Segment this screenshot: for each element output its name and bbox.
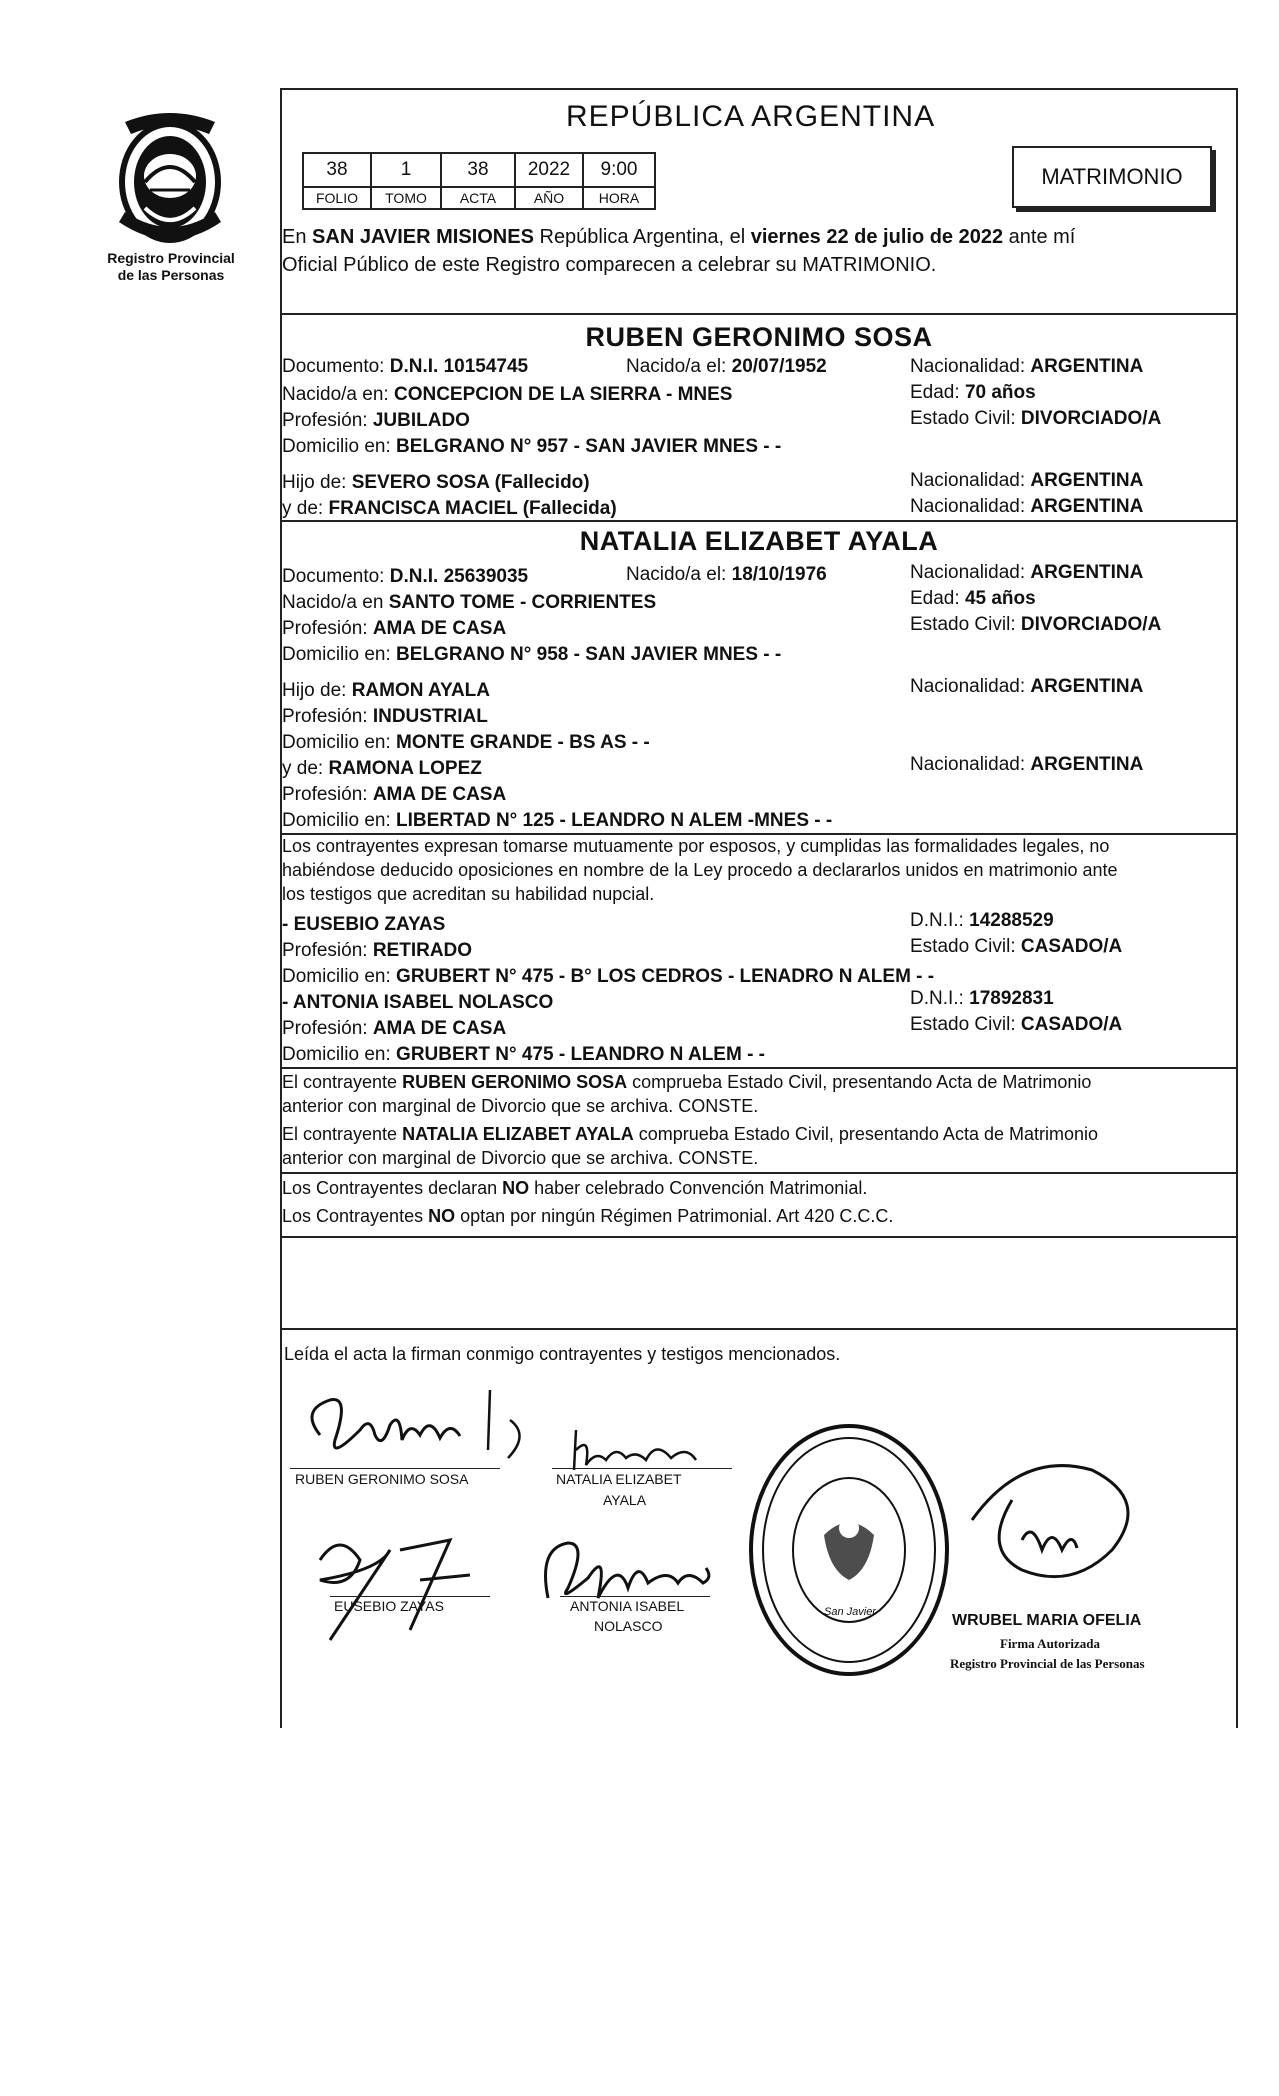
bride-doc: Documento: D.N.I. 25639035 <box>282 566 529 587</box>
year-value: 2022 <box>514 152 584 188</box>
groom-nat: Nacionalidad: ARGENTINA <box>910 356 1144 377</box>
divider-3 <box>280 833 1238 835</box>
document-type: MATRIMONIO <box>1041 164 1183 189</box>
groom-profession: Profesión: JUBILADO <box>282 410 470 431</box>
witness1-signature-name: EUSEBIO ZAYAS <box>334 1598 444 1614</box>
witness2-signature-name-1: ANTONIA ISABEL <box>570 1598 685 1614</box>
divider-2 <box>280 520 1238 522</box>
officer-name: WRUBEL MARIA OFELIA <box>952 1612 1142 1629</box>
folio-label: FOLIO <box>302 186 372 210</box>
intro-line-2: Oficial Público de este Registro comparecen a celebrar su MATRIMONIO. <box>282 254 937 276</box>
convention-line-2: Los Contrayentes NO optan por ningún Régimen Patrimonial. Art 420 C.C.C. <box>282 1206 894 1226</box>
bride-civil-status: Estado Civil: DIVORCIADO/A <box>910 614 1162 635</box>
civil-status-groom-2: anterior con marginal de Divorcio que se archiva. CONSTE. <box>282 1096 759 1116</box>
acta-label: ACTA <box>440 186 516 210</box>
document-type-box <box>1012 146 1212 208</box>
witness2-name: - ANTONIA ISABEL NOLASCO <box>282 992 554 1013</box>
groom-signature-scribble-icon <box>290 1380 540 1470</box>
bride-born: Nacido/a el: 18/10/1976 <box>626 564 827 585</box>
declaration-line-1: Los contrayentes expresan tomarse mutuamente por esposos, y cumplidas las formalidades legales, no <box>282 836 1110 856</box>
groom-father-nat: Nacionalidad: ARGENTINA <box>910 470 1144 491</box>
bride-father-profession: Profesión: INDUSTRIAL <box>282 706 488 727</box>
bride-mother-profession: Profesión: AMA DE CASA <box>282 784 507 805</box>
bride-birthplace: Nacido/a en SANTO TOME - CORRIENTES <box>282 592 657 613</box>
official-seal <box>744 1420 954 1680</box>
bride-mother: y de: RAMONA LOPEZ <box>282 758 482 779</box>
groom-doc: Documento: D.N.I. 10154745 <box>282 356 529 377</box>
officer-title: Firma Autorizada <box>1000 1636 1101 1651</box>
bride-mother-nat: Nacionalidad: ARGENTINA <box>910 754 1144 775</box>
witness1-signature <box>290 1520 520 1650</box>
witness2-signature-line <box>560 1596 710 1597</box>
witness1-address: Domicilio en: GRUBERT N° 475 - B° LOS CEDROS - LENADRO N ALEM - - <box>282 966 935 987</box>
seal-center-text: San Javier <box>824 1606 876 1618</box>
officer-signature <box>962 1440 1162 1600</box>
witness1-civil-status: Estado Civil: CASADO/A <box>910 936 1123 957</box>
groom-signature <box>290 1380 540 1470</box>
witness1-signature-scribble-icon <box>290 1520 520 1650</box>
civil-status-bride-2: anterior con marginal de Divorcio que se archiva. CONSTE. <box>282 1148 759 1168</box>
hour-value: 9:00 <box>582 152 656 188</box>
divider-1 <box>280 313 1238 315</box>
bride-address: Domicilio en: BELGRANO N° 958 - SAN JAVIER MNES - - <box>282 644 782 665</box>
groom-address: Domicilio en: BELGRANO N° 957 - SAN JAVIER MNES - - <box>282 436 782 457</box>
folio-value: 38 <box>302 152 372 188</box>
groom-mother: y de: FRANCISCA MACIEL (Fallecida) <box>282 498 617 519</box>
declaration-line-2: habiéndose deducido oposiciones en nombre de la Ley procedo a declararlos unidos en matrimonio ante <box>282 860 1118 880</box>
witness1-signature-line <box>330 1596 490 1597</box>
witness1-dni: D.N.I.: 14288529 <box>910 910 1054 931</box>
bride-nat: Nacionalidad: ARGENTINA <box>910 562 1144 583</box>
country-title: REPÚBLICA ARGENTINA <box>566 100 936 133</box>
bride-signature-name-2: AYALA <box>603 1492 647 1508</box>
groom-name: RUBEN GERONIMO SOSA <box>585 322 933 352</box>
bride-name: NATALIA ELIZABET AYALA <box>579 526 939 556</box>
witness2-civil-status: Estado Civil: CASADO/A <box>910 1014 1123 1035</box>
witness1-name: - EUSEBIO ZAYAS <box>282 914 446 935</box>
province-coat-of-arms-icon <box>105 112 235 247</box>
divider-6 <box>280 1236 1238 1238</box>
convention-line-1: Los Contrayentes declaran NO haber celebrado Convención Matrimonial. <box>282 1178 868 1198</box>
witness2-address: Domicilio en: GRUBERT N° 475 - LEANDRO N ALEM - - <box>282 1044 766 1065</box>
bride-father-nat: Nacionalidad: ARGENTINA <box>910 676 1144 697</box>
bride-signature-name-1: NATALIA ELIZABET <box>556 1471 682 1487</box>
divider-4 <box>280 1067 1238 1069</box>
closing-statement: Leída el acta la firman conmigo contrayentes y testigos mencionados. <box>284 1344 841 1364</box>
groom-age: Edad: 70 años <box>910 382 1036 403</box>
witness1-profession: Profesión: RETIRADO <box>282 940 473 961</box>
registry-seal-icon <box>744 1420 954 1680</box>
divider-7 <box>280 1328 1238 1330</box>
groom-civil-status: Estado Civil: DIVORCIADO/A <box>910 408 1162 429</box>
divider-5 <box>280 1172 1238 1174</box>
bride-age: Edad: 45 años <box>910 588 1036 609</box>
civil-status-groom-1: El contrayente RUBEN GERONIMO SOSA comprueba Estado Civil, presentando Acta de Matrimonio <box>282 1072 1092 1092</box>
year-label: AÑO <box>514 186 584 210</box>
civil-status-bride-1: El contrayente NATALIA ELIZABET AYALA comprueba Estado Civil, presentando Acta de Matrimonio <box>282 1124 1098 1144</box>
tomo-label: TOMO <box>370 186 442 210</box>
officer-organization: Registro Provincial de las Personas <box>950 1656 1145 1671</box>
witness2-profession: Profesión: AMA DE CASA <box>282 1018 507 1039</box>
groom-born: Nacido/a el: 20/07/1952 <box>626 356 827 377</box>
intro-line-1: En SAN JAVIER MISIONES República Argentina, el viernes 22 de julio de 2022 ante mí <box>282 226 1076 248</box>
groom-signature-name: RUBEN GERONIMO SOSA <box>295 1471 469 1487</box>
witness2-dni: D.N.I.: 17892831 <box>910 988 1054 1009</box>
acta-value: 38 <box>440 152 516 188</box>
bride-profession: Profesión: AMA DE CASA <box>282 618 507 639</box>
tomo-value: 1 <box>370 152 442 188</box>
bride-father: Hijo de: RAMON AYALA <box>282 680 491 701</box>
bride-mother-address: Domicilio en: LIBERTAD N° 125 - LEANDRO N ALEM -MNES - - <box>282 810 833 831</box>
registry-name: Registro Provincial de las Personas <box>107 250 235 283</box>
officer-signature-scribble-icon <box>962 1440 1162 1600</box>
groom-father: Hijo de: SEVERO SOSA (Fallecido) <box>282 472 590 493</box>
groom-mother-nat: Nacionalidad: ARGENTINA <box>910 496 1144 517</box>
bride-signature-line <box>552 1468 732 1469</box>
registry-emblem <box>105 112 235 247</box>
groom-birthplace: Nacido/a en: CONCEPCION DE LA SIERRA - MNES <box>282 384 733 405</box>
witness2-signature-name-2: NOLASCO <box>594 1618 663 1634</box>
groom-signature-line <box>290 1468 500 1469</box>
hour-label: HORA <box>582 186 656 210</box>
declaration-line-3: los testigos que acreditan su habilidad nupcial. <box>282 884 655 904</box>
frame-top <box>280 88 1238 90</box>
bride-father-address: Domicilio en: MONTE GRANDE - BS AS - - <box>282 732 650 753</box>
